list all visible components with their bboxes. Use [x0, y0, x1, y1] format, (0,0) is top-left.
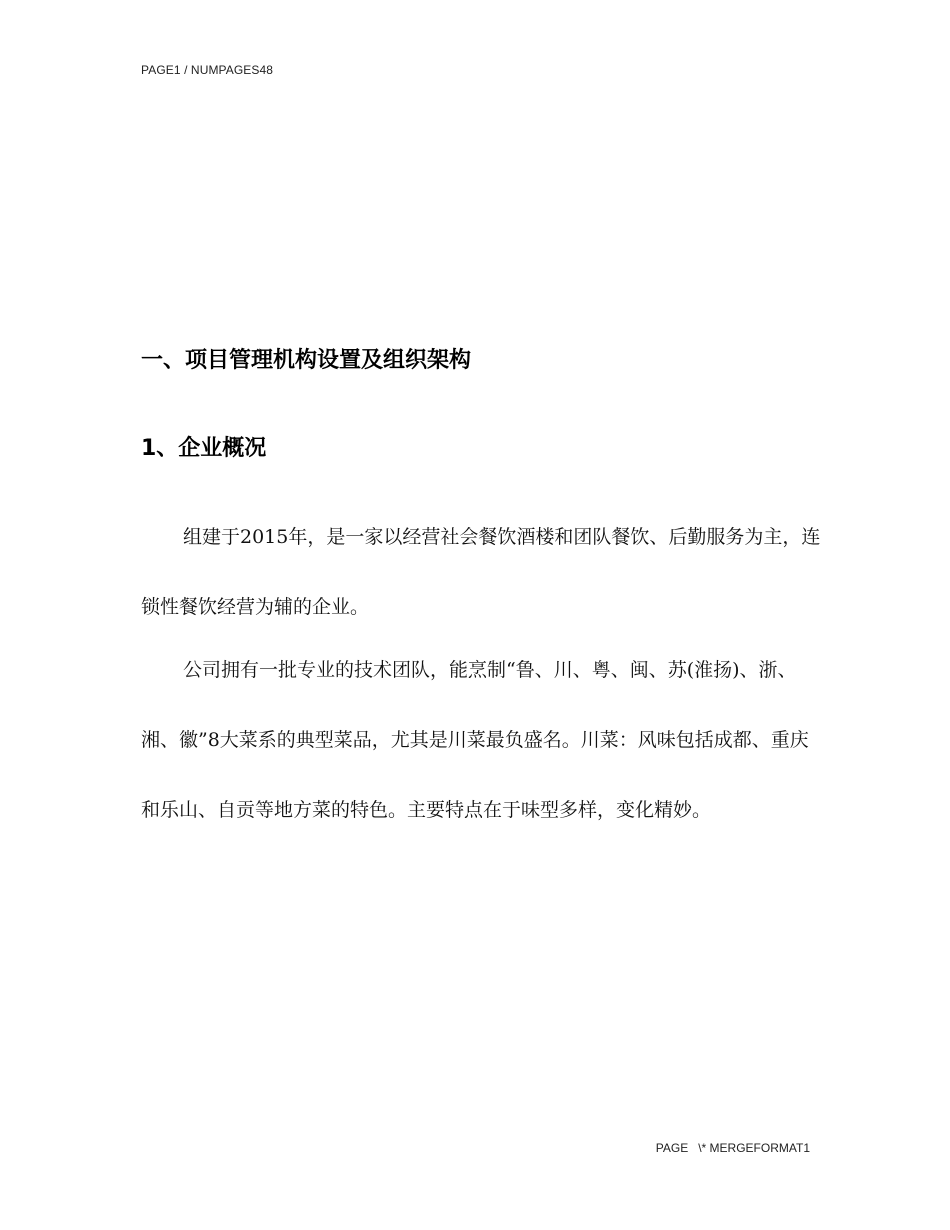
section-heading: 一、项目管理机构设置及组织架构 — [141, 348, 472, 373]
paragraph-cuisine: 公司拥有一批专业的技术团队，能烹制“鲁、川、粤、闽、苏(淮扬)、浙、湘、徽”8大菜系的典型菜品，尤其是川菜最负盛名。川菜：风味包括成都、重庆和乐山、自贡等地方菜的特色。主要特点在于味型多样，变化精妙。 — [141, 659, 809, 821]
page-footer: PAGE \* MERGEFORMAT1 — [655, 1141, 810, 1155]
paragraph-company-intro: 组建于2015年，是一家以经营社会餐饮酒楼和团队餐饮、后勤服务为主，连锁性餐饮经营为辅的企业。 — [141, 526, 821, 618]
subsection-heading: 1、企业概况 — [141, 436, 267, 461]
page-header: PAGE1 / NUMPAGES48 — [141, 63, 274, 77]
